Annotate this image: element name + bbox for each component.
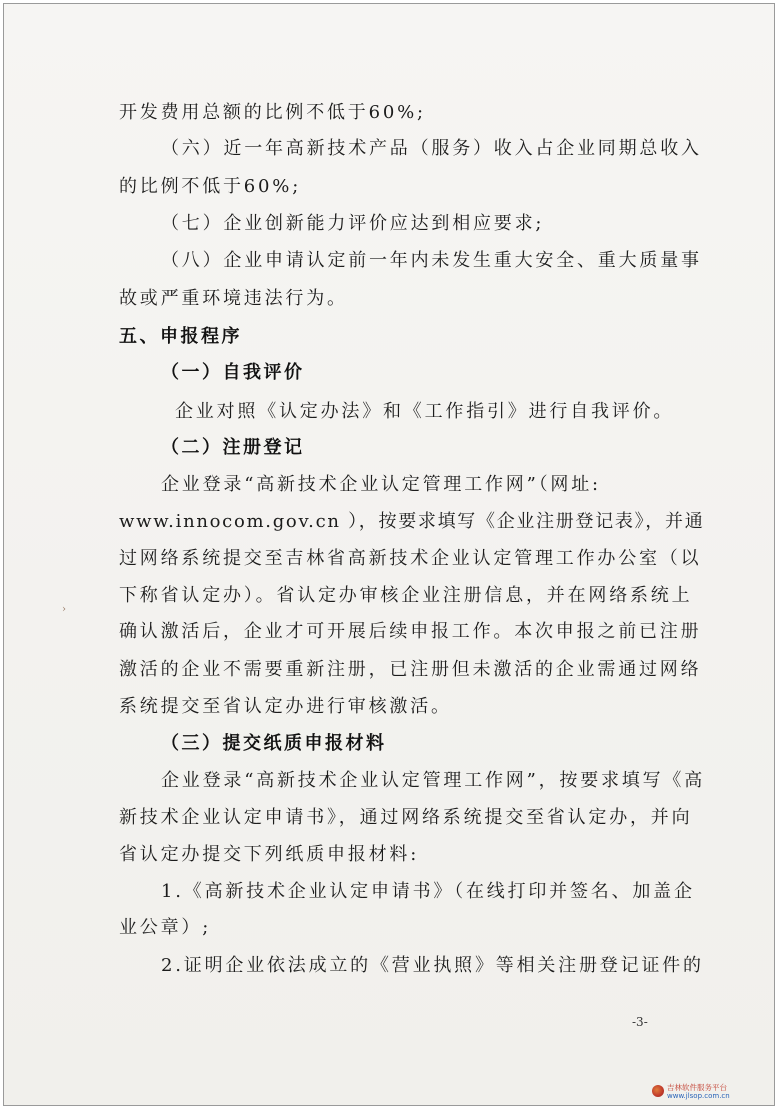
text-line-9: 企业对照《认定办法》和《工作指引》进行自我评价。 xyxy=(175,401,675,422)
text-line-24: 2.证明企业依法成立的《营业执照》等相关注册登记证件的 xyxy=(161,955,704,976)
subheading-registration: （二）注册登记 xyxy=(161,437,305,458)
text-line-3: 的比例不低于60%; xyxy=(119,176,302,197)
subheading-submit-materials: （三）提交纸质申报材料 xyxy=(161,733,387,754)
watermark-title: 吉林软件服务平台 xyxy=(667,1083,727,1092)
text-line-2: （六）近一年高新技术产品（服务）收入占企业同期总收入 xyxy=(161,138,702,159)
subheading-self-evaluation: （一）自我评价 xyxy=(161,362,305,383)
text-line-5: （八）企业申请认定前一年内未发生重大安全、重大质量事 xyxy=(161,250,702,271)
text-line-13: 过网络系统提交至吉林省高新技术企业认定管理工作办公室（以 xyxy=(119,548,702,569)
text-line-4: （七）企业创新能力评价应达到相应要求; xyxy=(161,213,545,234)
text-line-14: 下称省认定办）。省认定办审核企业注册信息，并在网络系统上 xyxy=(119,585,693,606)
text-line-12: www.innocom.gov.cn ），按要求填写《企业注册登记表》，并通 xyxy=(119,511,705,532)
page-number: -3- xyxy=(632,1015,648,1029)
text-line-22: 1.《高新技术企业认定申请书》（在线打印并签名、加盖企 xyxy=(161,881,695,902)
text-line-11: 企业登录“高新技术企业认定管理工作网”（网址: xyxy=(161,474,601,495)
text-line-23: 业公章）; xyxy=(119,917,212,938)
watermark-url: www.jlsop.com.cn xyxy=(667,1092,730,1100)
scan-mark: › xyxy=(62,604,66,615)
document-page xyxy=(3,3,775,1106)
watermark xyxy=(652,1082,764,1104)
text-line-1: 开发费用总额的比例不低于60%; xyxy=(119,102,426,123)
text-line-16: 激活的企业不需要重新注册，已注册但未激活的企业需通过网络 xyxy=(119,659,702,680)
text-line-17: 系统提交至省认定办进行审核激活。 xyxy=(119,696,452,717)
text-line-20: 新技术企业认定申请书》，通过网络系统提交至省认定办，并向 xyxy=(119,807,693,828)
text-line-21: 省认定办提交下列纸质申报材料: xyxy=(119,844,420,865)
watermark-logo-icon xyxy=(652,1085,664,1097)
text-line-6: 故或严重环境违法行为。 xyxy=(119,288,348,309)
text-line-19: 企业登录“高新技术企业认定管理工作网”，按要求填写《高 xyxy=(161,770,706,791)
text-line-15: 确认激活后，企业才可开展后续申报工作。本次申报之前已注册 xyxy=(119,621,702,642)
section-heading-five: 五、申报程序 xyxy=(119,326,242,347)
